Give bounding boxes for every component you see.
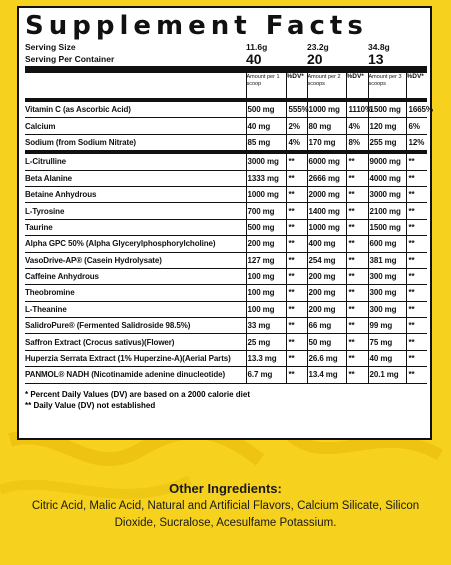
- amount-cell: 99 mg: [368, 318, 406, 334]
- servings-per-container-label: Serving Per Container: [25, 54, 115, 64]
- dv-cell: **: [346, 268, 368, 284]
- dv-cell: 4%: [346, 118, 368, 134]
- dv-header-2: %DV*: [346, 70, 368, 99]
- servings-count-2: 20: [307, 51, 323, 67]
- dv-cell: **: [346, 350, 368, 366]
- amount-cell: 254 mg: [307, 252, 346, 268]
- amount-cell: 100 mg: [246, 301, 286, 317]
- dv-cell: 8%: [346, 134, 368, 152]
- dv-cell: **: [406, 252, 427, 268]
- footnote-dv-not-established: ** Daily Value (DV) not established: [25, 400, 156, 410]
- amount-cell: 100 mg: [246, 285, 286, 301]
- dv-cell: **: [346, 203, 368, 219]
- ingredient-name: VasoDrive-AP® (Casein Hydrolysate): [25, 252, 246, 268]
- amount-cell: 120 mg: [368, 118, 406, 134]
- amount-cell: 300 mg: [368, 285, 406, 301]
- table-row: [25, 285, 427, 301]
- dv-cell: **: [406, 350, 427, 366]
- dv-cell: **: [406, 334, 427, 350]
- footnote-dv-basis: * Percent Daily Values (DV) are based on a 2000 calorie diet: [25, 389, 250, 399]
- amount-cell: 100 mg: [246, 268, 286, 284]
- dv-cell: **: [346, 252, 368, 268]
- amount-cell: 600 mg: [368, 236, 406, 252]
- servings-count-1: 40: [246, 51, 262, 67]
- table-row: [25, 318, 427, 334]
- serving-size-row: [25, 42, 427, 52]
- amount-cell: 200 mg: [307, 285, 346, 301]
- amount-cell: 200 mg: [307, 268, 346, 284]
- dv-cell: 555%: [286, 100, 307, 118]
- dv-cell: 1665%: [406, 100, 427, 118]
- dv-cell: **: [346, 285, 368, 301]
- ingredient-name: Vitamin C (as Ascorbic Acid): [25, 100, 246, 118]
- amount-cell: 500 mg: [246, 219, 286, 235]
- dv-cell: **: [406, 152, 427, 170]
- amount-cell: 13.3 mg: [246, 350, 286, 366]
- table-row: [25, 219, 427, 235]
- dv-cell: **: [406, 268, 427, 284]
- amount-cell: 1000 mg: [307, 219, 346, 235]
- table-row: [25, 100, 427, 118]
- dv-cell: **: [286, 252, 307, 268]
- dv-cell: **: [286, 236, 307, 252]
- ingredient-name: Saffron Extract (Crocus sativus)(Flower): [25, 334, 246, 350]
- dv-cell: **: [286, 367, 307, 383]
- amount-header-2: Amount per 2 scoops: [307, 70, 346, 99]
- amount-cell: 3000 mg: [368, 186, 406, 202]
- amount-cell: 200 mg: [246, 236, 286, 252]
- dv-cell: **: [286, 152, 307, 170]
- ingredient-name: Alpha GPC 50% (Alpha Glycerylphosphorylcholine): [25, 236, 246, 252]
- serving-size-2: 23.2g: [307, 42, 329, 52]
- dv-cell: **: [406, 236, 427, 252]
- amount-cell: 300 mg: [368, 268, 406, 284]
- amount-cell: 9000 mg: [368, 152, 406, 170]
- dv-cell: 4%: [286, 134, 307, 152]
- dv-cell: 6%: [406, 118, 427, 134]
- dv-header-3: %DV*: [406, 70, 427, 99]
- dv-cell: **: [286, 203, 307, 219]
- serving-size-label: Serving Size: [25, 42, 76, 52]
- table-row: [25, 268, 427, 284]
- amount-cell: 20.1 mg: [368, 367, 406, 383]
- amount-cell: 75 mg: [368, 334, 406, 350]
- serving-size-3: 34.8g: [368, 42, 390, 52]
- amount-cell: 66 mg: [307, 318, 346, 334]
- amount-cell: 33 mg: [246, 318, 286, 334]
- dv-cell: **: [286, 350, 307, 366]
- facts-table: [25, 42, 433, 384]
- amount-cell: 2100 mg: [368, 203, 406, 219]
- dv-cell: **: [406, 285, 427, 301]
- column-header-row: [25, 70, 427, 99]
- amount-cell: 300 mg: [368, 301, 406, 317]
- amount-cell: 6.7 mg: [246, 367, 286, 383]
- table-row: [25, 118, 427, 134]
- dv-cell: **: [346, 186, 368, 202]
- other-ingredients-title: Other Ingredients:: [169, 481, 282, 496]
- servings-per-container-row: [25, 52, 427, 66]
- ingredient-name: Betaine Anhydrous: [25, 186, 246, 202]
- ingredient-name: Huperzia Serrata Extract (1% Huperzine-A)(Aerial Parts): [25, 350, 246, 366]
- ingredient-name: SalidroPure® (Fermented Salidroside 98.5%): [25, 318, 246, 334]
- ingredient-name: L-Theanine: [25, 301, 246, 317]
- amount-cell: 26.6 mg: [307, 350, 346, 366]
- table-row: [25, 236, 427, 252]
- amount-cell: 40 mg: [246, 118, 286, 134]
- dv-cell: **: [346, 152, 368, 170]
- amount-cell: 700 mg: [246, 203, 286, 219]
- amount-cell: 1333 mg: [246, 170, 286, 186]
- dv-cell: **: [346, 318, 368, 334]
- dv-cell: **: [346, 334, 368, 350]
- amount-header-1: Amount per 1 scoop: [246, 70, 286, 99]
- ingredient-name: Caffeine Anhydrous: [25, 268, 246, 284]
- table-row: [25, 301, 427, 317]
- amount-cell: 13.4 mg: [307, 367, 346, 383]
- amount-cell: 50 mg: [307, 334, 346, 350]
- dv-cell: **: [346, 367, 368, 383]
- ingredient-name: Calcium: [25, 118, 246, 134]
- amount-cell: 85 mg: [246, 134, 286, 152]
- amount-cell: 500 mg: [246, 100, 286, 118]
- table-row: [25, 252, 427, 268]
- amount-cell: 80 mg: [307, 118, 346, 134]
- dv-cell: **: [406, 318, 427, 334]
- dv-cell: 1110%: [346, 100, 368, 118]
- dv-cell: 12%: [406, 134, 427, 152]
- table-row: [25, 134, 427, 152]
- dv-cell: **: [286, 186, 307, 202]
- dv-cell: **: [406, 186, 427, 202]
- dv-cell: **: [286, 334, 307, 350]
- dv-cell: **: [406, 219, 427, 235]
- dv-cell: **: [286, 268, 307, 284]
- table-row: [25, 170, 427, 186]
- ingredient-name: Beta Alanine: [25, 170, 246, 186]
- amount-cell: 2666 mg: [307, 170, 346, 186]
- amount-cell: 381 mg: [368, 252, 406, 268]
- amount-cell: 127 mg: [246, 252, 286, 268]
- amount-cell: 200 mg: [307, 301, 346, 317]
- other-ingredients-list: Citric Acid, Malic Acid, Natural and Artificial Flavors, Calcium Silicate, Silicon Dioxide, Sucralose, Acesulfame Potassium.: [31, 500, 420, 529]
- table-row: [25, 152, 427, 170]
- dv-cell: **: [406, 203, 427, 219]
- dv-cell: **: [406, 367, 427, 383]
- table-row: [25, 203, 427, 219]
- dv-cell: **: [286, 285, 307, 301]
- dv-cell: **: [346, 219, 368, 235]
- ingredient-name: L-Citrulline: [25, 152, 246, 170]
- amount-cell: 6000 mg: [307, 152, 346, 170]
- amount-cell: 2000 mg: [307, 186, 346, 202]
- dv-cell: **: [346, 170, 368, 186]
- dv-cell: **: [406, 301, 427, 317]
- dv-cell: **: [346, 236, 368, 252]
- amount-cell: 1000 mg: [246, 186, 286, 202]
- amount-cell: 400 mg: [307, 236, 346, 252]
- dv-cell: **: [286, 318, 307, 334]
- panel-title: Supplement Facts: [25, 11, 368, 41]
- amount-cell: 170 mg: [307, 134, 346, 152]
- amount-cell: 1500 mg: [368, 100, 406, 118]
- ingredient-name: Sodium (from Sodium Nitrate): [25, 134, 246, 152]
- amount-cell: 40 mg: [368, 350, 406, 366]
- table-row: [25, 350, 427, 366]
- amount-cell: 1000 mg: [307, 100, 346, 118]
- dv-cell: **: [286, 170, 307, 186]
- amount-cell: 4000 mg: [368, 170, 406, 186]
- servings-count-3: 13: [368, 51, 384, 67]
- dv-header-1: %DV*: [286, 70, 307, 99]
- table-row: [25, 367, 427, 383]
- amount-cell: 25 mg: [246, 334, 286, 350]
- table-row: [25, 334, 427, 350]
- dv-cell: **: [286, 219, 307, 235]
- dv-cell: **: [286, 301, 307, 317]
- ingredient-name: Theobromine: [25, 285, 246, 301]
- dv-cell: **: [346, 301, 368, 317]
- dv-cell: **: [406, 170, 427, 186]
- serving-size-1: 11.6g: [246, 42, 268, 52]
- amount-cell: 1500 mg: [368, 219, 406, 235]
- footnotes: [25, 389, 430, 411]
- amount-header-3: Amount per 3 scoops: [368, 70, 406, 99]
- table-row: [25, 186, 427, 202]
- amount-cell: 3000 mg: [246, 152, 286, 170]
- amount-cell: 1400 mg: [307, 203, 346, 219]
- ingredient-name: L-Tyrosine: [25, 203, 246, 219]
- dv-cell: 2%: [286, 118, 307, 134]
- amount-cell: 255 mg: [368, 134, 406, 152]
- ingredient-name: PANMOL® NADH (Nicotinamide adenine dinucleotide): [25, 367, 246, 383]
- ingredient-name: Taurine: [25, 219, 246, 235]
- supplement-facts-panel: [17, 6, 432, 440]
